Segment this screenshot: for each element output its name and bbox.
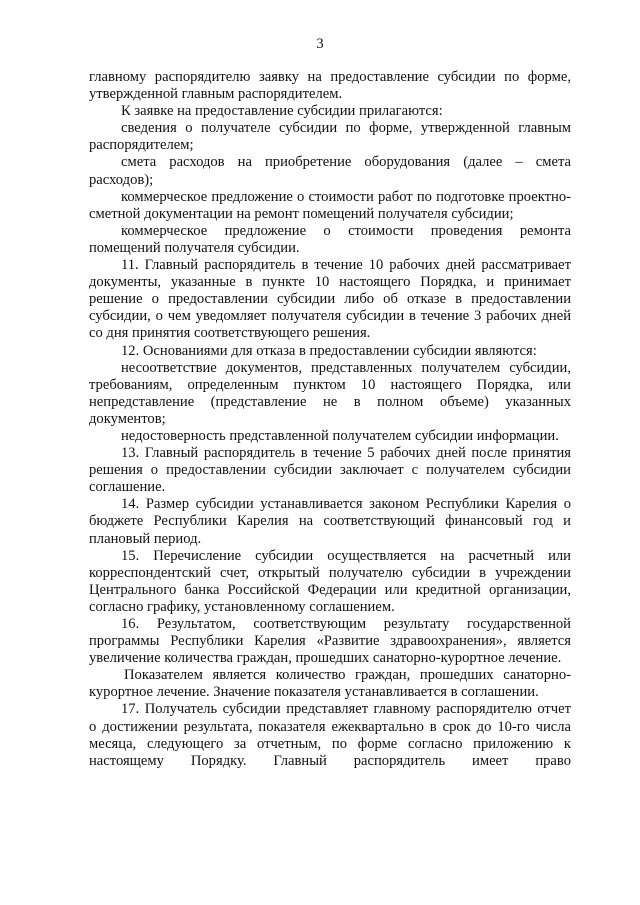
paragraph-attachments-intro: К заявке на предоставление субсидии прилагаются: [121,103,443,120]
list-item-design-offer: коммерческое предложение о стоимости работ по подготовке проектно-сметной документации на ремонт помещений получателя субсидии; [89,188,571,222]
clause-14: 14. Размер субсидии устанавливается законом Республики Карелия о бюджете Республики Карелия на соответствующий финансовый год и плановый период. [89,496,571,547]
clause-17: 17. Получатель субсидии представляет главному распорядителю отчет о достижении результата, показателя ежеквартально в срок до 10-го числа месяца, следующего за отчетным, по форме согласно приложению к настоящему Порядку. Главный распорядитель имеет право [89,701,571,769]
list-item-repair-offer: коммерческое предложение о стоимости проведения ремонта помещений получателя субсидии. [89,222,571,256]
clause-15: 15. Перечисление субсидии осуществляется на расчетный или корреспондентский счет, открытый получателю субсидии в учреждении Центрального банка Российской Федерации или кредитной организации, согласно графику, установленному соглашением. [89,547,571,615]
clause-11: 11. Главный распорядитель в течение 10 рабочих дней рассматривает документы, указанные в пункте 10 настоящего Порядка, и принимает решение о предоставлении субсидии либо об отказе в предоставлении субсидии, о чем уведомляет получателя субсидии в течение 3 рабочих дней со дня принятия соответствующего решения. [89,257,571,342]
list-item-unreliability: недостоверность представленной получателем субсидии информации. [121,427,559,444]
list-item-nonconformity: несоответствие документов, представленных получателем субсидии, требованиям, определенным пунктом 10 настоящего Порядка, или непредставление (представление не в полном объеме) указанных документов; [89,359,571,427]
paragraph-indicator: Показателем является количество граждан, прошедших санаторно-курортное лечение. Значение показателя устанавливается в соглашении. [89,667,571,701]
clause-16: 16. Результатом, соответствующим результату государственной программы Республики Карелия «Развитие здравоохранения», является увеличение количества граждан, прошедших санаторно-курортное лечение. [89,616,571,667]
clause-12: 12. Основаниями для отказа в предоставлении субсидии являются: [121,342,537,359]
document-body [89,69,571,770]
paragraph-application-form: главному распорядителю заявку на предоставление субсидии по форме, утвержденной главным распорядителем. [89,69,571,103]
clause-13: 13. Главный распорядитель в течение 5 рабочих дней после принятия решения о предоставлении субсидии заключает с получателем субсидии соглашение. [89,445,571,496]
list-item-recipient-info: сведения о получателе субсидии по форме, утвержденной главным распорядителем; [89,120,571,154]
page-number: 3 [316,36,324,52]
list-item-equipment-estimate: смета расходов на приобретение оборудования (далее – смета расходов); [89,154,571,188]
